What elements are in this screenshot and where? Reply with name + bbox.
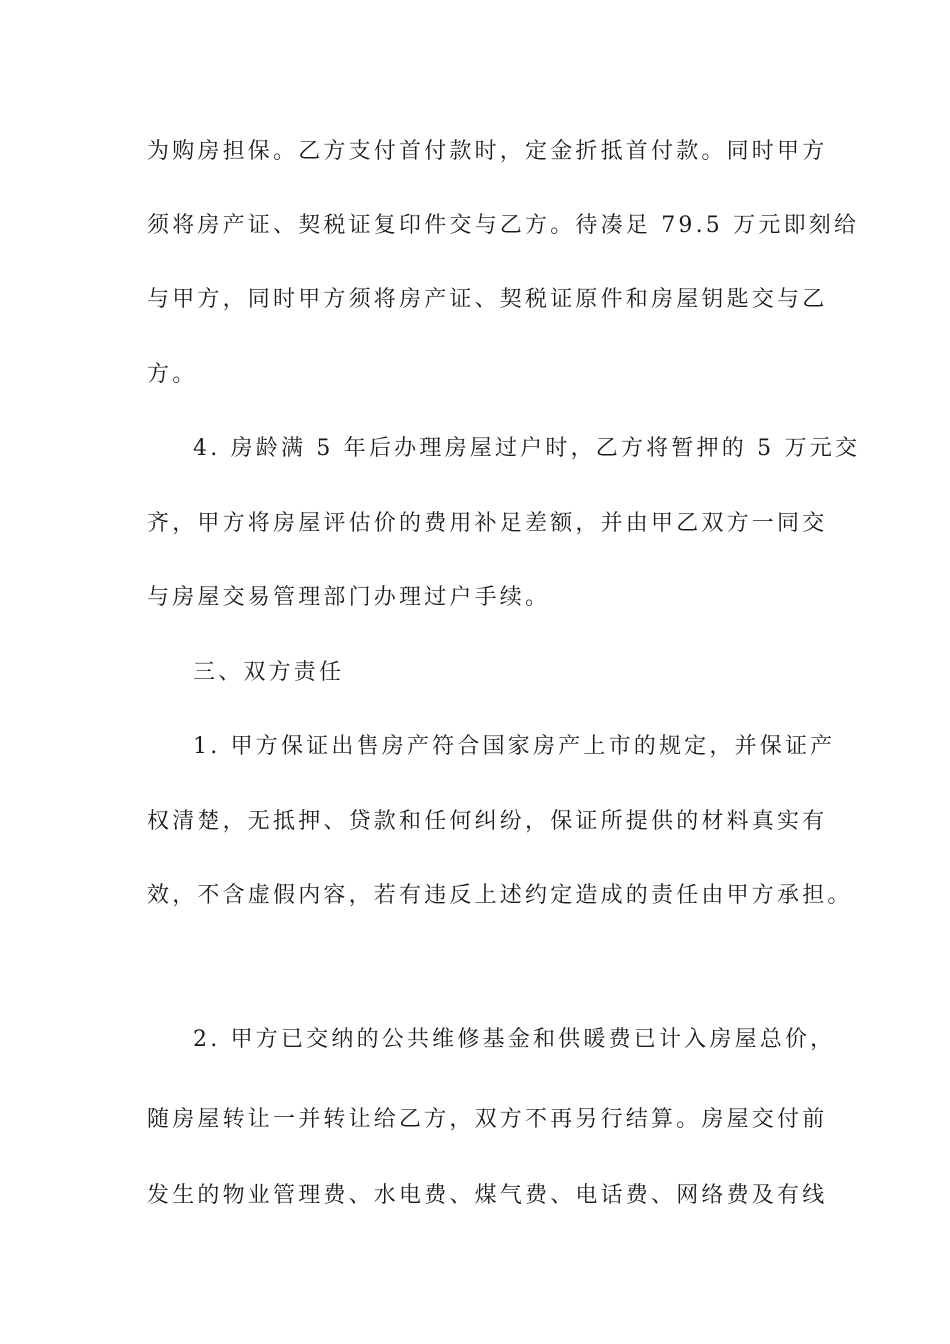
text-line: 权清楚，无抵押、贷款和任何纠纷，保证所提供的材料真实有 xyxy=(147,809,828,834)
text-line: 发生的物业管理费、水电费、煤气费、电话费、网络费及有线 xyxy=(147,1183,828,1208)
text-line: 随房屋转让一并转让给乙方，双方不再另行结算。房屋交付前 xyxy=(147,1107,828,1132)
text-line: 须将房产证、契税证复印件交与乙方。待凑足 79.5 万元即刻给 xyxy=(147,213,860,238)
list-item-1: 1. 甲方保证出售房产符合国家房产上市的规定，并保证产 xyxy=(193,734,836,759)
section-heading: 三、双方责任 xyxy=(193,660,345,685)
text-line: 与房屋交易管理部门办理过户手续。 xyxy=(147,585,551,610)
list-item-2: 2. 甲方已交纳的公共维修基金和供暖费已计入房屋总价， xyxy=(193,1027,836,1052)
list-item-4: 4. 房龄满 5 年后办理房屋过户时，乙方将暂押的 5 万元交 xyxy=(193,436,861,461)
text-line: 为购房担保。乙方支付首付款时，定金折抵首付款。同时甲方 xyxy=(147,139,828,164)
text-line: 齐，甲方将房屋评估价的费用补足差额，并由甲乙双方一同交 xyxy=(147,511,828,536)
text-line: 方。 xyxy=(147,362,198,387)
text-line: 与甲方，同时甲方须将房产证、契税证原件和房屋钥匙交与乙 xyxy=(147,287,828,312)
text-line: 效，不含虚假内容，若有违反上述约定造成的责任由甲方承担。 xyxy=(147,883,853,908)
